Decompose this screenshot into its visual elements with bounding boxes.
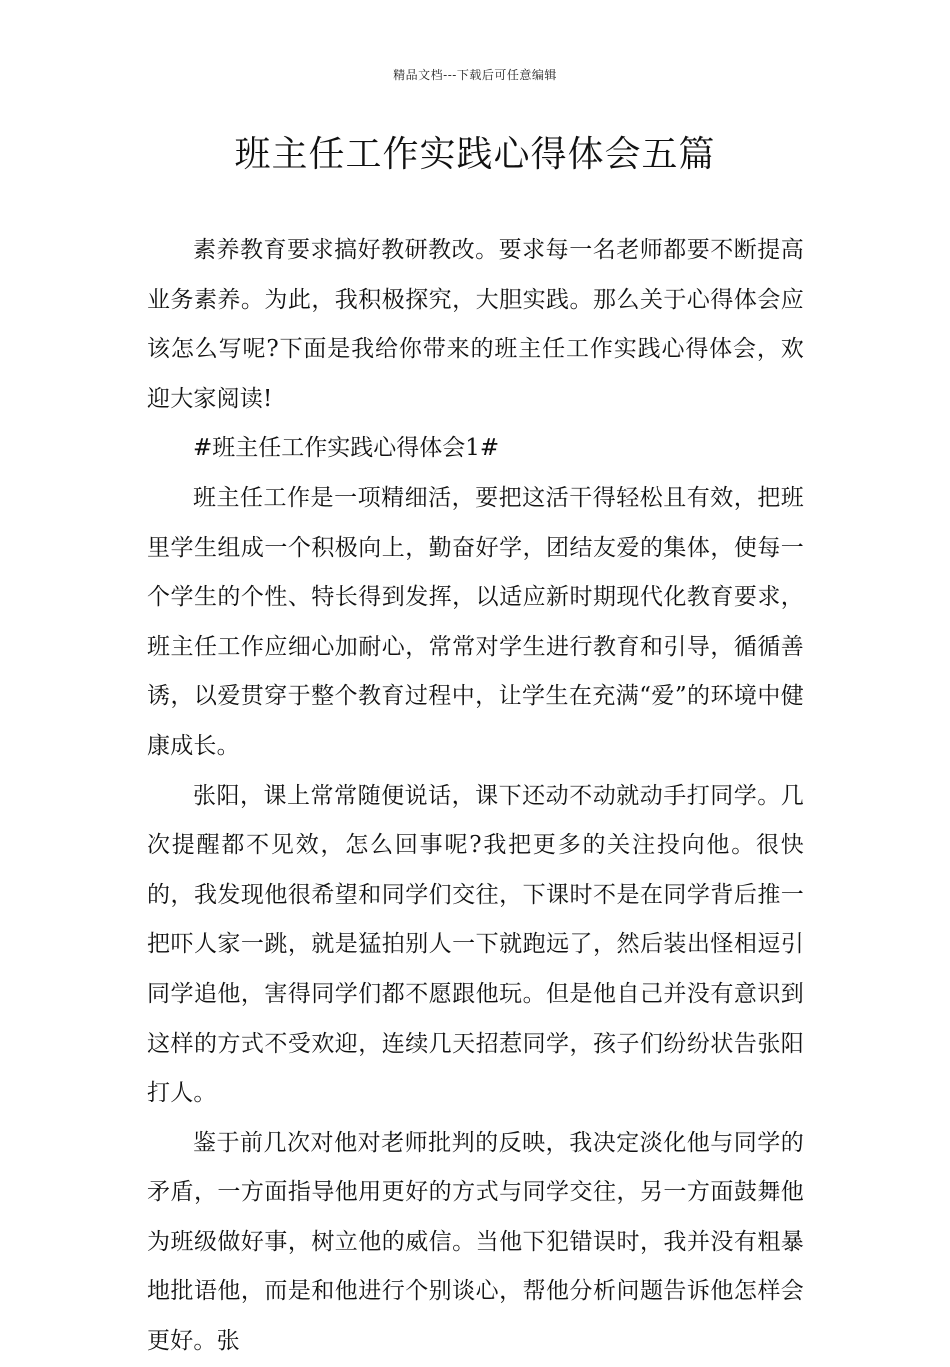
section-heading: #班主任工作实践心得体会1# — [193, 435, 500, 462]
document-body — [147, 226, 804, 1367]
paragraph: 张阳，课上常常随便说话，课下还动不动就动手打同学。几次提醒都不见效，怎么回事呢?我把更多的关注投向他。很快的，我发现他很希望和同学们交往，下课时不是在同学背后推一把吓人家一跳，就是猛拍别人一下就跑远了，然后装出怪相逗引同学追他，害得同学们都不愿跟他玩。但是他自己并没有意识到这样的方式不受欢迎，连续几天招惹同学，孩子们纷纷状告张阳打人。 — [147, 782, 804, 1107]
paragraph-intro: 素养教育要求搞好教研教改。要求每一名老师都要不断提高业务素养。为此，我积极探究，大胆实践。那么关于心得体会应该怎么写呢?下面是我给你带来的班主任工作实践心得体会，欢迎大家阅读! — [147, 237, 804, 412]
document-title: 班主任工作实践心得体会五篇 — [234, 134, 716, 175]
paragraph: 班主任工作是一项精细活，要把这活干得轻松且有效，把班里学生组成一个积极向上，勤奋好学，团结友爱的集体，使每一个学生的个性、特长得到发挥，以适应新时期现代化教育要求，班主任工作应细心加耐心，常常对学生进行教育和引导，循循善诱，以爱贯穿于整个教育过程中，让学生在充满“爱”的环境中健康成长。 — [147, 484, 804, 759]
paragraph: 鉴于前几次对他对老师批判的反映，我决定淡化他与同学的矛盾，一方面指导他用更好的方式与同学交往，另一方面鼓舞他为班级做好事，树立他的威信。当他下犯错误时，我并没有粗暴地批语他，而是和他进行个别谈心，帮他分析问题告诉他怎样会更好。张 — [147, 1129, 804, 1355]
header-note: 精品文档---下载后可任意编辑 — [393, 68, 557, 82]
